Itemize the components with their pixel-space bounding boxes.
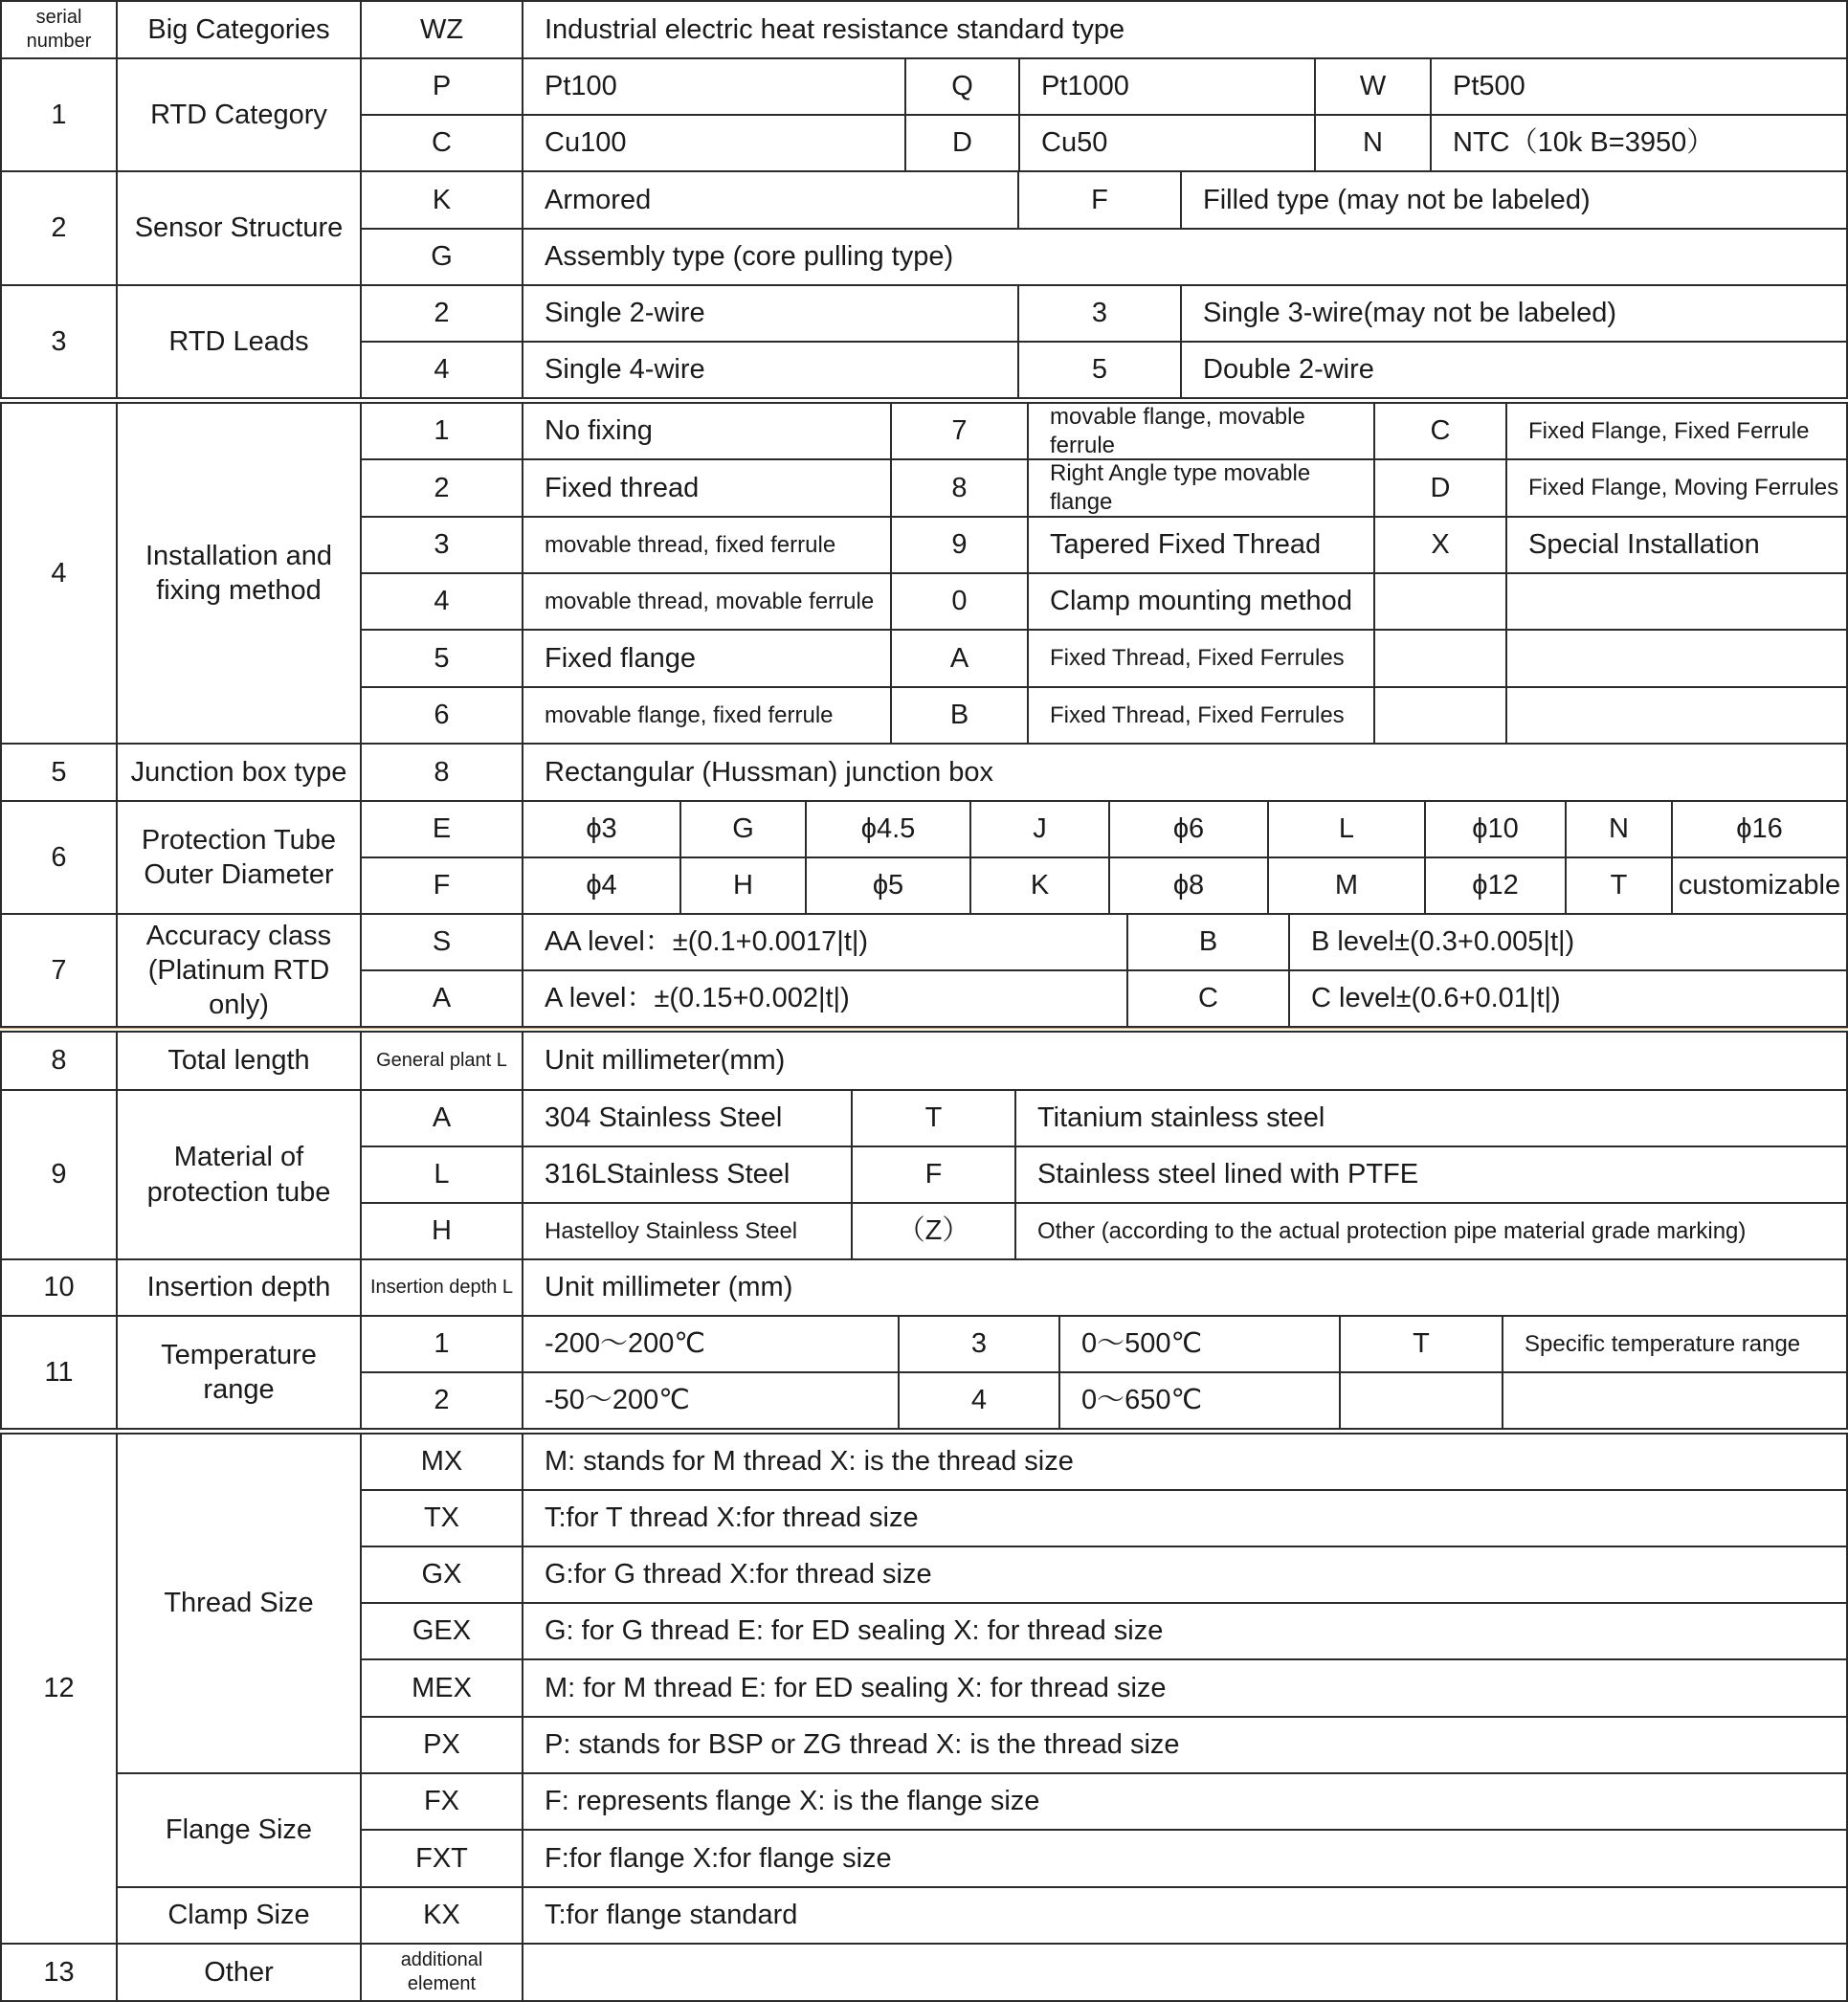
option-code: 2 — [360, 458, 523, 518]
option-code: additional element — [360, 1943, 523, 2002]
option-value: Unit millimeter (mm) — [522, 1258, 1848, 1317]
option-code: T — [1339, 1315, 1503, 1373]
option-code: G — [360, 228, 523, 286]
category-name: Junction box type — [116, 743, 362, 802]
option-value: F:for flange X:for flange size — [522, 1829, 1848, 1888]
option-code: 4 — [898, 1371, 1060, 1430]
option-value: Right Angle type movable flange — [1027, 458, 1375, 518]
option-code: M — [1267, 856, 1426, 915]
category-name: Insertion depth — [116, 1258, 362, 1317]
option-code: 3 — [360, 516, 523, 574]
option-value: No fixing — [522, 402, 892, 460]
option-value: movable thread, fixed ferrule — [522, 516, 892, 574]
code-header: WZ — [360, 0, 523, 59]
option-value: Single 2-wire — [522, 284, 1019, 343]
option-value: Pt500 — [1430, 57, 1848, 116]
option-value: 0～500℃ — [1058, 1315, 1341, 1373]
option-code: 5 — [360, 629, 523, 688]
option-value: G: for G thread E: for ED sealing X: for thread size — [522, 1602, 1848, 1660]
option-value: Filled type (may not be labeled) — [1180, 170, 1848, 230]
option-value: Unit millimeter(mm) — [522, 1031, 1848, 1091]
option-value: Pt1000 — [1018, 57, 1316, 116]
option-value: Fixed Flange, Moving Ferrules — [1505, 458, 1848, 518]
option-code: （Z） — [851, 1202, 1016, 1260]
serial-number: 13 — [0, 1943, 118, 2002]
serial-number: 2 — [0, 170, 118, 286]
option-code: C — [1373, 402, 1507, 460]
category-name: Thread Size — [116, 1433, 362, 1774]
option-value — [522, 1943, 1848, 2002]
option-value: -50～200℃ — [522, 1371, 900, 1430]
category-name: RTD Category — [116, 57, 362, 172]
option-code: 8 — [890, 458, 1029, 518]
option-value: B level±(0.3+0.005|t|) — [1288, 913, 1848, 971]
option-value: Armored — [522, 170, 1019, 230]
option-value: Specific temperature range — [1502, 1315, 1848, 1373]
option-code: P — [360, 57, 523, 116]
option-value: ϕ5 — [805, 856, 971, 915]
option-code: F — [851, 1146, 1016, 1204]
option-code: H — [679, 856, 807, 915]
option-value: ϕ16 — [1671, 800, 1848, 858]
option-code: 6 — [360, 686, 523, 745]
option-code: K — [360, 170, 523, 230]
category-name: RTD Leads — [116, 284, 362, 399]
option-value: Fixed flange — [522, 629, 892, 688]
category-name: Flange Size — [116, 1772, 362, 1888]
option-code: GEX — [360, 1602, 523, 1660]
category-name: Temperature range — [116, 1315, 362, 1430]
option-value — [1505, 686, 1848, 745]
serial-number: 12 — [0, 1433, 118, 1945]
serial-number: 8 — [0, 1031, 118, 1091]
option-value: -200～200℃ — [522, 1315, 900, 1373]
option-code — [1373, 629, 1507, 688]
option-code: KX — [360, 1886, 523, 1945]
option-value: Titanium stainless steel — [1014, 1089, 1848, 1147]
category-name: Protection Tube Outer Diameter — [116, 800, 362, 915]
option-code: Q — [904, 57, 1020, 116]
category-name: Other — [116, 1943, 362, 2002]
option-code — [1339, 1371, 1503, 1430]
option-code: F — [1017, 170, 1182, 230]
serial-number-header: serial number — [0, 0, 118, 59]
option-code: A — [360, 1089, 523, 1147]
option-value: Single 3-wire(may not be labeled) — [1180, 284, 1848, 343]
option-code: F — [360, 856, 523, 915]
serial-number: 10 — [0, 1258, 118, 1317]
option-code: A — [890, 629, 1029, 688]
option-code: B — [890, 686, 1029, 745]
option-code: T — [851, 1089, 1016, 1147]
serial-number: 9 — [0, 1089, 118, 1260]
option-value: F: represents flange X: is the flange size — [522, 1772, 1848, 1831]
option-value: T:for flange standard — [522, 1886, 1848, 1945]
option-value: ϕ8 — [1108, 856, 1269, 915]
option-code: 3 — [898, 1315, 1060, 1373]
option-value: Fixed Flange, Fixed Ferrule — [1505, 402, 1848, 460]
option-value: Double 2-wire — [1180, 341, 1848, 399]
option-value: Assembly type (core pulling type) — [522, 228, 1848, 286]
option-value: ϕ10 — [1424, 800, 1567, 858]
serial-number: 6 — [0, 800, 118, 915]
option-code: 8 — [360, 743, 523, 802]
category-name: Total length — [116, 1031, 362, 1091]
option-value: Stainless steel lined with PTFE — [1014, 1146, 1848, 1204]
option-value — [1505, 572, 1848, 631]
option-code: FX — [360, 1772, 523, 1831]
option-code: N — [1565, 800, 1673, 858]
option-value — [1505, 629, 1848, 688]
option-code: K — [969, 856, 1110, 915]
option-value: AA level：±(0.1+0.0017|t|) — [522, 913, 1128, 971]
option-code: FXT — [360, 1829, 523, 1888]
option-value: movable flange, fixed ferrule — [522, 686, 892, 745]
option-value: ϕ6 — [1108, 800, 1269, 858]
option-value: Hastelloy Stainless Steel — [522, 1202, 853, 1260]
option-value: Fixed Thread, Fixed Ferrules — [1027, 629, 1375, 688]
option-code: Insertion depth L — [360, 1258, 523, 1317]
option-value: customizable — [1671, 856, 1848, 915]
option-code: 1 — [360, 1315, 523, 1373]
serial-number: 4 — [0, 402, 118, 745]
option-code: L — [1267, 800, 1426, 858]
option-value: ϕ4.5 — [805, 800, 971, 858]
option-value — [1502, 1371, 1848, 1430]
option-value: movable flange, movable ferrule — [1027, 402, 1375, 460]
option-code: N — [1314, 114, 1432, 172]
option-code: E — [360, 800, 523, 858]
option-value: NTC（10k B=3950） — [1430, 114, 1848, 172]
option-code: X — [1373, 516, 1507, 574]
serial-number: 3 — [0, 284, 118, 399]
serial-number: 1 — [0, 57, 118, 172]
option-value: Cu50 — [1018, 114, 1316, 172]
option-code: 4 — [360, 341, 523, 399]
option-code — [1373, 572, 1507, 631]
option-value: movable thread, movable ferrule — [522, 572, 892, 631]
option-value: Single 4-wire — [522, 341, 1019, 399]
option-code: L — [360, 1146, 523, 1204]
category-name: Material of protection tube — [116, 1089, 362, 1260]
category-name: Clamp Size — [116, 1886, 362, 1945]
serial-number: 11 — [0, 1315, 118, 1430]
option-code: 4 — [360, 572, 523, 631]
option-code: W — [1314, 57, 1432, 116]
option-code: J — [969, 800, 1110, 858]
category-name: Installation and fixing method — [116, 402, 362, 745]
option-code: General plant L — [360, 1031, 523, 1091]
option-value: M: for M thread E: for ED sealing X: for thread size — [522, 1658, 1848, 1718]
option-code: 1 — [360, 402, 523, 460]
option-code: MX — [360, 1433, 523, 1491]
option-code: H — [360, 1202, 523, 1260]
option-value: Other (according to the actual protection pipe material grade marking) — [1014, 1202, 1848, 1260]
option-code: 7 — [890, 402, 1029, 460]
serial-number: 5 — [0, 743, 118, 802]
option-value: 316LStainless Steel — [522, 1146, 853, 1204]
option-code: T — [1565, 856, 1673, 915]
option-code: 3 — [1017, 284, 1182, 343]
option-value: G:for G thread X:for thread size — [522, 1546, 1848, 1604]
option-value: C level±(0.6+0.01|t|) — [1288, 969, 1848, 1028]
option-value: Rectangular (Hussman) junction box — [522, 743, 1848, 802]
option-code: S — [360, 913, 523, 971]
option-value: Fixed Thread, Fixed Ferrules — [1027, 686, 1375, 745]
option-code: B — [1126, 913, 1290, 971]
option-code: 2 — [360, 1371, 523, 1430]
option-value: 304 Stainless Steel — [522, 1089, 853, 1147]
option-code: C — [360, 114, 523, 172]
option-code: 0 — [890, 572, 1029, 631]
serial-number: 7 — [0, 913, 118, 1028]
option-value: Tapered Fixed Thread — [1027, 516, 1375, 574]
option-value: Special Installation — [1505, 516, 1848, 574]
option-value: Clamp mounting method — [1027, 572, 1375, 631]
option-value: M: stands for M thread X: is the thread size — [522, 1433, 1848, 1491]
option-value: Cu100 — [522, 114, 906, 172]
option-code: C — [1126, 969, 1290, 1028]
option-code: 5 — [1017, 341, 1182, 399]
option-value: T:for T thread X:for thread size — [522, 1489, 1848, 1547]
option-code: D — [904, 114, 1020, 172]
option-value: Fixed thread — [522, 458, 892, 518]
option-code: GX — [360, 1546, 523, 1604]
option-code: PX — [360, 1716, 523, 1774]
option-code: TX — [360, 1489, 523, 1547]
option-code: 2 — [360, 284, 523, 343]
option-code: D — [1373, 458, 1507, 518]
description-header: Industrial electric heat resistance standard type — [522, 0, 1848, 59]
category-name: Sensor Structure — [116, 170, 362, 286]
option-value: A level：±(0.15+0.002|t|) — [522, 969, 1128, 1028]
category-header: Big Categories — [116, 0, 362, 59]
option-value: Pt100 — [522, 57, 906, 116]
option-code: A — [360, 969, 523, 1028]
category-name: Accuracy class (Platinum RTD only) — [116, 913, 362, 1028]
option-value: ϕ4 — [522, 856, 681, 915]
option-value: P: stands for BSP or ZG thread X: is the thread size — [522, 1716, 1848, 1774]
option-value: ϕ12 — [1424, 856, 1567, 915]
option-code — [1373, 686, 1507, 745]
option-code: G — [679, 800, 807, 858]
option-value: ϕ3 — [522, 800, 681, 858]
option-value: 0～650℃ — [1058, 1371, 1341, 1430]
option-code: MEX — [360, 1658, 523, 1718]
option-code: 9 — [890, 516, 1029, 574]
